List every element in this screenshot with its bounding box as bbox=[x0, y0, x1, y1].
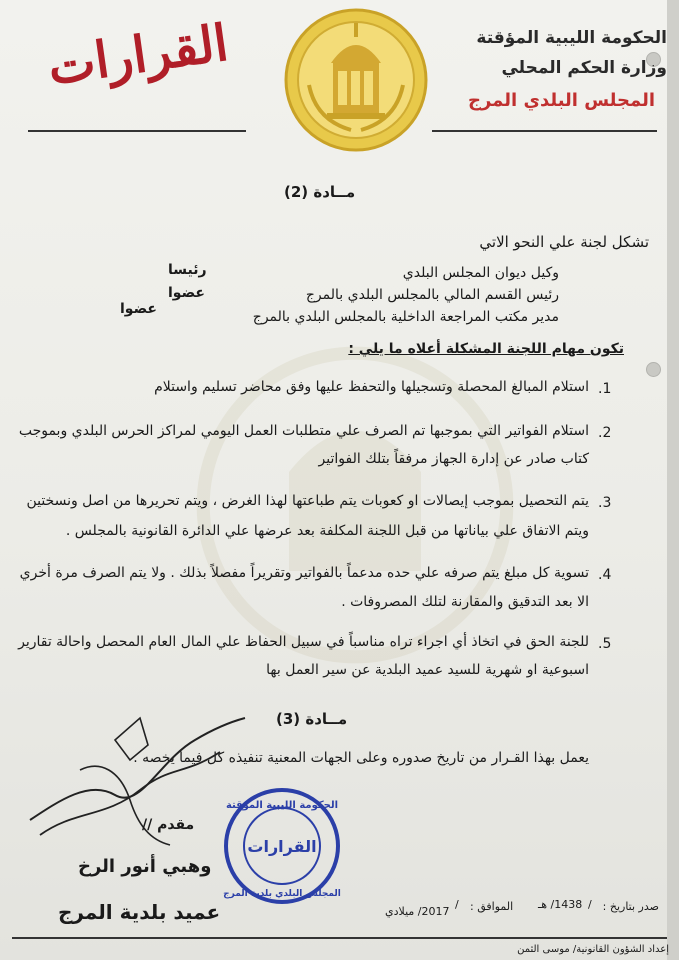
gov-line-1: الحكومة الليبية المؤقتة bbox=[476, 28, 667, 48]
article2-intro: تشكل لجنة علي النحو الاتي bbox=[479, 233, 649, 251]
tasks-heading: تكون مهام اللجنة المشكلة أعلاه ما يلي : bbox=[348, 341, 624, 357]
handwritten-signature-icon bbox=[20, 700, 250, 850]
seal-top-text: الحكومة الليبية المؤقتة bbox=[225, 800, 339, 811]
member-name: مدير مكتب المراجعة الداخلية بالمجلس البلدي بالمرج bbox=[252, 309, 559, 325]
task-line: ويتم الاتفاق علي بياناتها من قبل اللجنة المكلفة بعد عرضها علي الدائرة القانونية بالمجلس . bbox=[65, 523, 589, 539]
task-line: استلام الفواتير التي بموجبها تم الصرف علي متطلبات العمل اليومي لمراكز الحرس البلدي وبموجب bbox=[18, 423, 589, 439]
date-slash: / bbox=[455, 898, 459, 911]
task-line: للجنة الحق في اتخاذ أي اجراء تراه مناسباً في سبيل الحفاظ علي المال العام المحصل واحالة تقارير bbox=[18, 634, 589, 650]
member-role: رئيسا bbox=[168, 262, 207, 278]
task-line: اسبوعية او شهرية للسيد عميد البلدية عن سير العمل بها bbox=[266, 662, 589, 678]
article3-body: يعمل بهذا القـرار من تاريخ صدوره وعلى الجهات المعنية تنفيذه كل فيما يخصه . bbox=[133, 750, 589, 766]
article2-heading: مــادة (2) bbox=[284, 183, 356, 201]
hijri-year: 1438/ هـ bbox=[538, 898, 583, 911]
signatory-name: وهبي أنور الرخ bbox=[78, 856, 212, 877]
article3-heading: مــادة (3) bbox=[276, 710, 348, 728]
task-number: 4. bbox=[598, 567, 612, 583]
task-line: الا بعد التدقيق والمقارنة لتلك المصروفات . bbox=[341, 594, 589, 610]
task-line: تسوية كل مبلغ يتم صرفه علي حده مدعماً بالفواتير وتقريراً مفصلاً بذلك . ولا يتم الصرف مرة أخري bbox=[19, 565, 589, 581]
footer-divider bbox=[12, 937, 667, 939]
member-name: رئيس القسم المالي بالمجلس البلدي بالمرج bbox=[305, 287, 559, 303]
seal-center-text: القرارات bbox=[247, 837, 317, 856]
header-underline-left bbox=[28, 130, 246, 132]
gov-line-2: وزارة الحكم المحلي bbox=[501, 58, 667, 78]
prepared-by: إعداد الشؤون القانونية/ موسى الثمن bbox=[517, 944, 669, 955]
task-number: 5. bbox=[598, 636, 612, 652]
task-number: 2. bbox=[598, 425, 612, 441]
presented-by: مقدم // bbox=[142, 817, 195, 833]
stamp-title: القرارات bbox=[44, 12, 232, 97]
gregorian-year: 2017/ ميلادي bbox=[385, 905, 450, 918]
corresponding-label: الموافق : bbox=[470, 900, 514, 913]
task-line: كتاب صادر عن إدارة الجهاز مرفقاً بتلك الفواتير bbox=[318, 451, 589, 467]
header-underline-right bbox=[432, 130, 657, 132]
gov-line-3: المجلس البلدي المرج bbox=[468, 90, 655, 111]
member-role: عضوا bbox=[168, 285, 205, 301]
task-line: يتم التحصيل بموجب إيصالات او كعوبات يتم طباعتها لهذا الغرض ، ويتم تحريرها من اصل ونسختين bbox=[26, 493, 589, 509]
paper-edge bbox=[667, 0, 679, 960]
date-slash: / bbox=[588, 898, 592, 911]
signatory-title: عميد بلدية المرج bbox=[58, 900, 221, 924]
task-number: 3. bbox=[598, 495, 612, 511]
punch-hole bbox=[646, 362, 661, 377]
task-line: استلام المبالغ المحصلة وتسجيلها والتحفظ عليها وفق محاضر تسليم واستلام bbox=[154, 379, 589, 395]
municipal-emblem-icon bbox=[281, 5, 431, 155]
seal-bottom-text: المجلس البلدي بلدية المرج bbox=[223, 889, 341, 899]
member-name: وكيل ديوان المجلس البلدي bbox=[402, 265, 559, 281]
member-role: عضوا bbox=[120, 301, 157, 317]
task-number: 1. bbox=[598, 381, 612, 397]
official-seal-icon bbox=[222, 786, 342, 906]
issued-label: صدر بتاريخ : bbox=[602, 900, 659, 913]
